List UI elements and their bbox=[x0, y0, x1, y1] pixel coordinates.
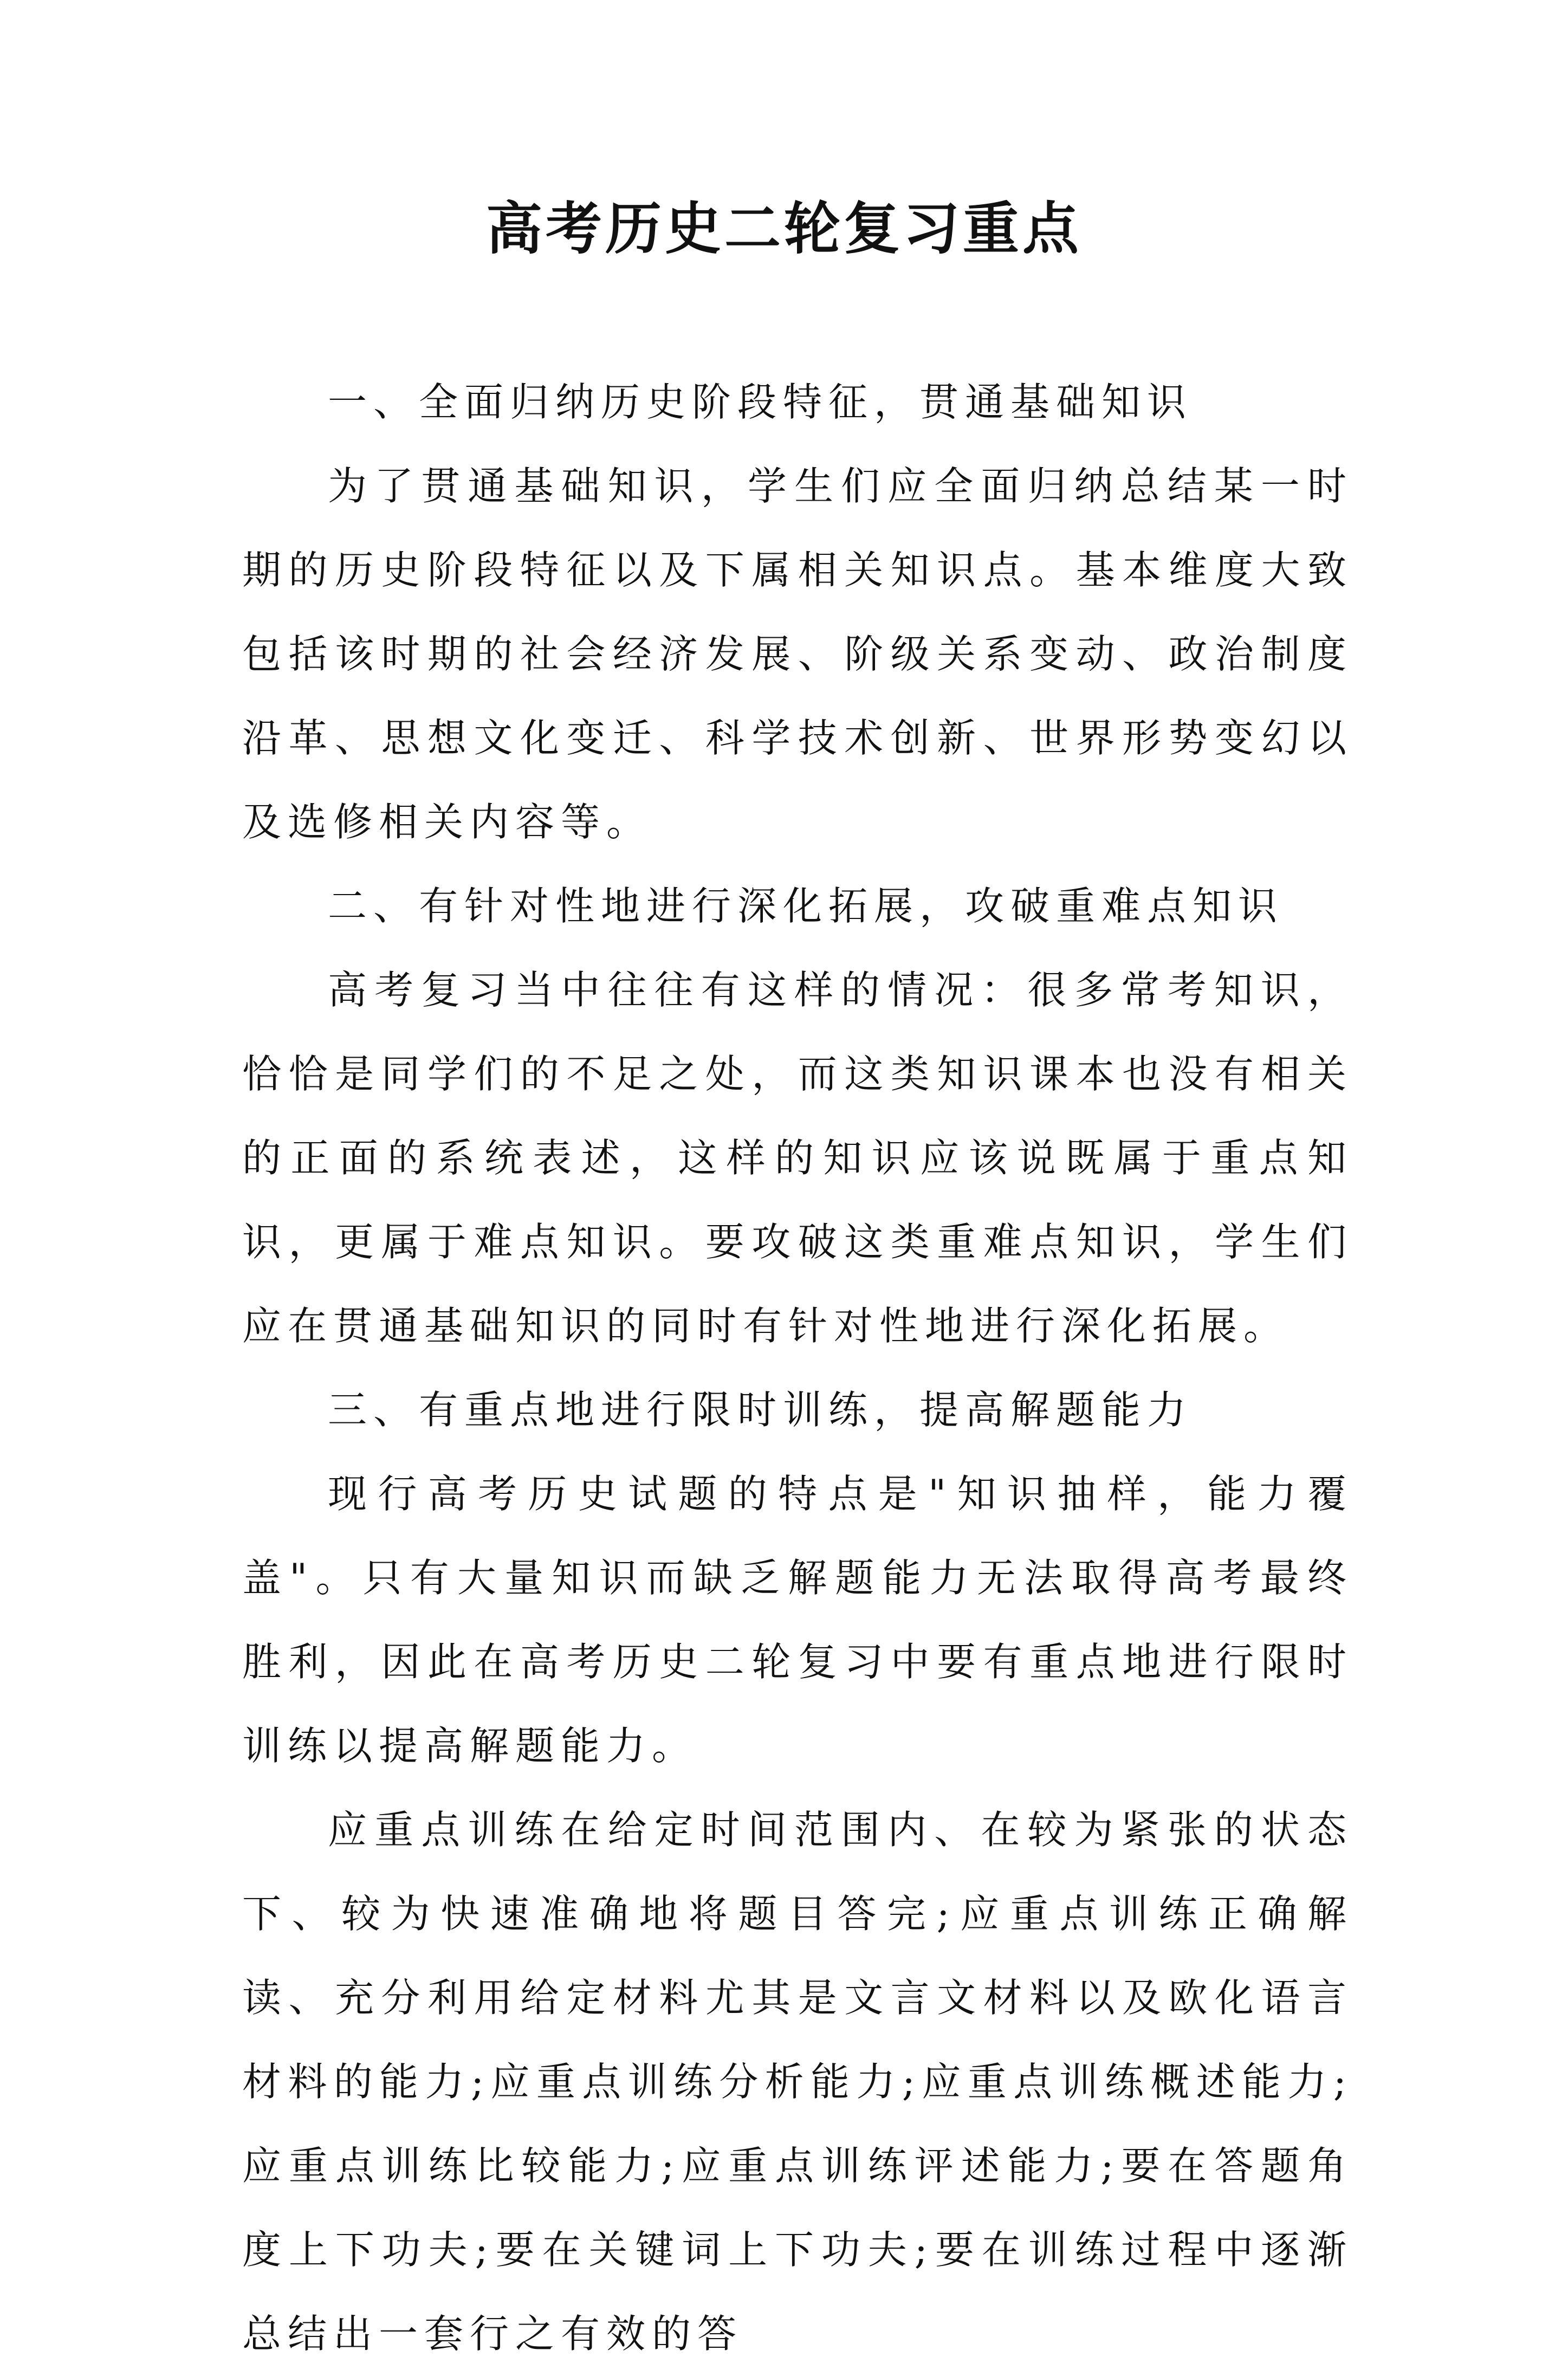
section-heading-2: 二、有针对性地进行深化拓展，攻破重难点知识 bbox=[328, 883, 1284, 929]
body-paragraph-2: 高考复习当中往往有这样的情况：很多常考知识，恰恰是同学们的不足之处，而这类知识课本也没有相关的正面的系统表述，这样的知识应该说既属于重点知识，更属于难点知识。要攻破这类重难点知识，学生们应在贯通基础知识的同时有针对性地进行深化拓展。 bbox=[242, 967, 1353, 1349]
body-paragraph-4: 应重点训练在给定时间范围内、在较为紧张的状态下、较为快速准确地将题目答完;应重点训练正确解读、充分利用给定材料尤其是文言文材料以及欧化语言材料的能力;应重点训练分析能力;应重点训练概述能力;应重点训练比较能力;应重点训练评述能力;要在答题角度上下功夫;要在关键词上下功夫;要在训练过程中逐渐总结出一套行之有效的答 bbox=[242, 1807, 1353, 2356]
body-paragraph-1: 为了贯通基础知识，学生们应全面归纳总结某一时期的历史阶段特征以及下属相关知识点。基本维度大致包括该时期的社会经济发展、阶级关系变动、政治制度沿革、思想文化变迁、科学技术创新、世界形势变幻以及选修相关内容等。 bbox=[242, 463, 1353, 845]
document-title: 高考历史二轮复习重点 bbox=[485, 195, 1082, 262]
section-heading-1: 一、全面归纳历史阶段特征，贯通基础知识 bbox=[328, 379, 1193, 425]
section-heading-3: 三、有重点地进行限时训练，提高解题能力 bbox=[328, 1387, 1193, 1433]
document-body bbox=[242, 360, 1353, 2376]
body-paragraph-3: 现行高考历史试题的特点是"知识抽样，能力覆盖"。只有大量知识而缺乏解题能力无法取得高考最终胜利，因此在高考历史二轮复习中要有重点地进行限时训练以提高解题能力。 bbox=[242, 1471, 1353, 1769]
